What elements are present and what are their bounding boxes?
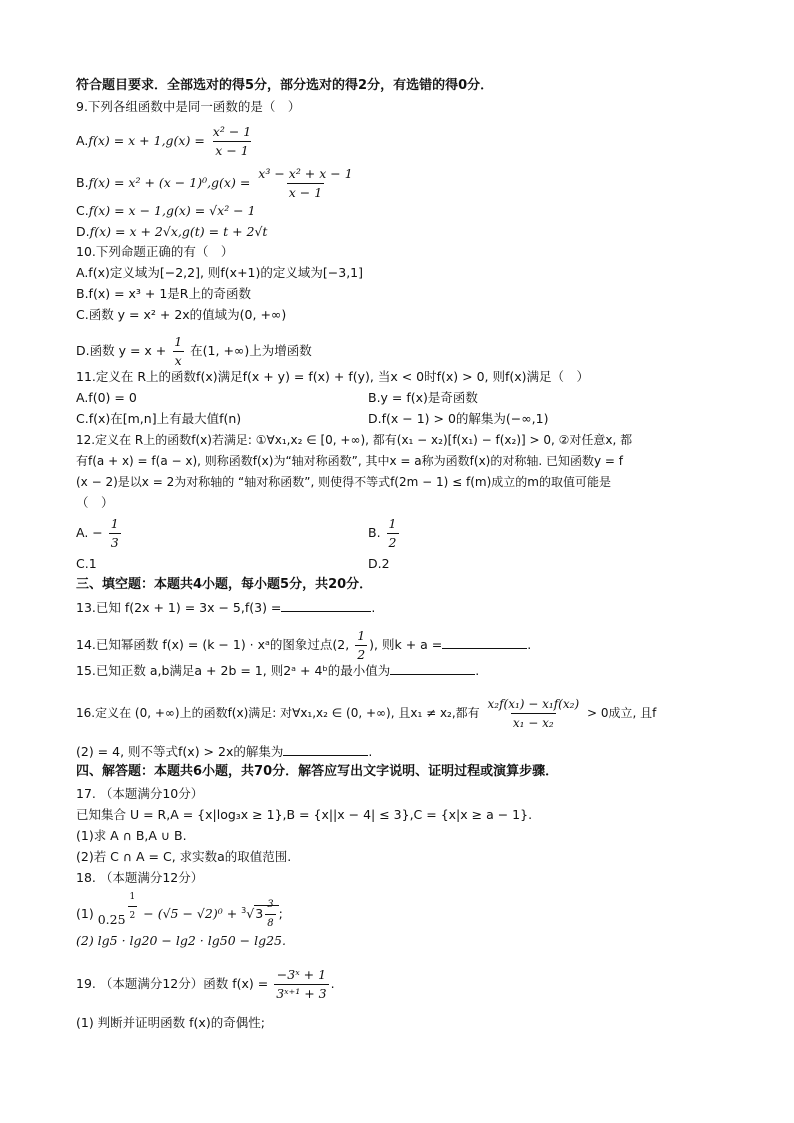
q16-answer-blank[interactable] [283,743,368,756]
q17-head: 17. （本题满分10分） [76,786,204,801]
q18-head: 18. （本题满分12分） [76,870,204,885]
q19-part1: (1) 判断并证明函数 f(x)的奇偶性; [76,1015,265,1030]
q12-line3: (x − 2)是以x = 2为对称轴的 “轴对称函数”, 则使得不等式f(2m − 1) ≤ f(m)成立的m的取值可能是 [76,475,611,489]
q17-part2: (2)若 C ∩ A = C, 求实数a的取值范围. [76,849,292,864]
q12-option-b: B. $\frac{1}{2}$ [368,516,397,550]
q14-answer-blank[interactable] [442,636,527,649]
q12-option-a: A. − $\frac{1}{3}$ [76,516,119,550]
q14: 14.已知幂函数 f(x) = (k − 1) · xᵃ的图象过点(2, $\frac{1}{2}$ ), 则k + a = . [76,628,532,662]
q11-option-d: D.f(x − 1) > 0的解集为(−∞,1) [368,411,549,426]
q11-stem: 11.定义在 R上的函数f(x)满足f(x + y) = f(x) + f(y), 当x < 0时f(x) > 0, 则f(x)满足（ ） [76,369,590,384]
q11-option-c: C.f(x)在[m,n]上有最大值f(n) [76,411,242,426]
q16-line2: (2) = 4, 则不等式f(x) > 2x的解集为 . [76,744,373,759]
section-4-title: 四、解答题：本题共6小题，共70分．解答应写出文字说明、证明过程或演算步骤． [76,764,559,779]
q11-option-a: A.f(0) = 0 [76,390,137,405]
q9-stem: 9.下列各组函数中是同一函数的是（ ） [76,99,301,114]
q9-b-fraction: $\frac{\text{x³ − x² + x − 1}}{x - 1}$ [258,166,353,200]
q16: 16.定义在 (0, +∞)上的函数f(x)满足: 对∀x₁,x₂ ∈ (0, +∞), 且x₁ ≠ x₂,都有 $\frac{\text{x₂f(x₁) − x₁f(x₂)}}{\text{x₁ − x₂}}$ > 0成立, 且f [76,697,657,730]
q13: 13.已知 f(2x + 1) = 3x − 5,f(3) = . [76,600,376,615]
header-line: 符合题目要求．全部选对的得5分，部分选对的得2分，有选错的得0分． [76,78,494,93]
q17-given: 已知集合 U = R,A = {x|log₃x ≥ 1},B = {x||x − 4| ≤ 3},C = {x|x ≥ a − 1}. [76,807,533,822]
q9-a-fraction: $\frac{\text{x² − 1}}{x - 1}$ [212,124,252,158]
section-3-title: 三、填空题：本题共4小题，每小题5分，共20分． [76,577,373,592]
q10-option-b: B.f(x) = x³ + 1是R上的奇函数 [76,286,251,301]
q9-option-b: B.f(x) = x² + (x − 1)⁰,g(x) = $\frac{\text{x³ − x² + x − 1}}{x - 1}$ [76,166,353,200]
q11-option-b: B.y = f(x)是奇函数 [368,390,478,405]
q13-answer-blank[interactable] [281,599,371,612]
q9-option-d: D.f(x) = x + 2√x,g(t) = t + 2√t [76,224,268,239]
q15: 15.已知正数 a,b满足a + 2b = 1, 则2ᵃ + 4ᵇ的最小值为 . [76,663,480,678]
q12-line2: 有f(a + x) = f(a − x), 则称函数f(x)为“轴对称函数”, 其中x = a称为函数f(x)的对称轴. 已知函数y = f [76,454,623,468]
q12-option-c: C.1 [76,556,97,571]
q12-line1: 12.定义在 R上的函数f(x)若满足: ①∀x₁,x₂ ∈ [0, +∞), 都有(x₁ − x₂)[f(x₁) − f(x₂)] > 0, ②对任意x, 都 [76,433,633,447]
q18-part1: (1) 0.25 $\frac{1}{2}$ − (√5 − √2)⁰ + $^3$√3 $\frac{3}{8}$ ; [76,897,283,932]
q10-option-a: A.f(x)定义域为[−2,2], 则f(x+1)的定义域为[−3,1] [76,265,363,280]
q19: 19. （本题满分12分）函数 f(x) = $\frac{\text{−3ˣ + 1}}{\text{3ˣ⁺¹ + 3}}$ . [76,967,335,1001]
q9-option-a: A.f(x) = x + 1,g(x) = $\frac{\text{x² − 1}}{x - 1}$ [76,124,252,158]
q9-option-c: C.f(x) = x − 1,g(x) = √x² − 1 [76,203,256,218]
q12-option-d: D.2 [368,556,390,571]
q10-option-c: C.函数 y = x² + 2x的值域为(0, +∞) [76,307,287,322]
q18-part2: (2) lg5 · lg20 − lg2 · lg50 − lg25. [76,933,286,948]
q12-line4: （ ） [76,495,114,510]
q10-option-d: D.函数 y = x + $\frac{1}{x}$ 在(1, +∞)上为增函数 [76,334,312,368]
q10-stem: 10.下列命题正确的有（ ） [76,244,234,259]
q17-part1: (1)求 A ∩ B,A ∪ B. [76,828,187,843]
q15-answer-blank[interactable] [390,662,475,675]
